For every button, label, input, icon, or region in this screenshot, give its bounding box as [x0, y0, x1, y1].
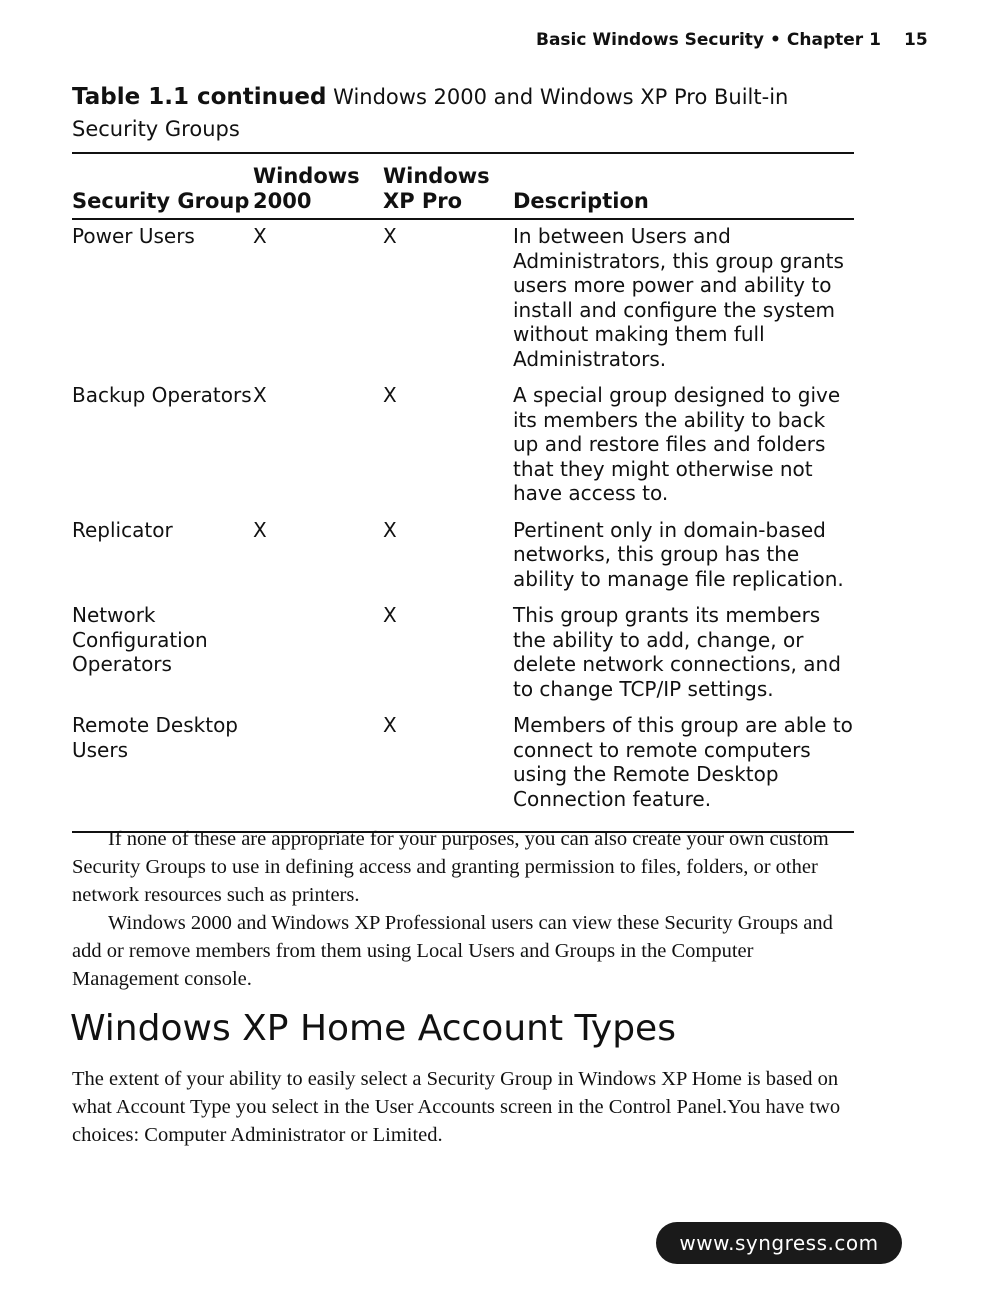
table-row — [72, 514, 854, 600]
cell-xppro: X — [383, 603, 397, 627]
table-row — [72, 219, 854, 379]
body-text-block — [72, 1065, 862, 1149]
cell-xppro: X — [383, 713, 397, 737]
cell-win2000 — [253, 599, 383, 709]
body-paragraph: The extent of your ability to easily select a Security Group in Windows XP Home is based on what Account Type you select in the User Accounts screen in the Control Panel.You have two choices: Computer Administrator or Limited. — [72, 1068, 841, 1146]
security-groups-table — [72, 152, 854, 833]
running-head-chapter: Chapter 1 — [786, 30, 881, 50]
publisher-url-badge: www.syngress.com — [656, 1222, 902, 1264]
cell-xppro: X — [383, 517, 397, 542]
running-head-bullet: • — [770, 30, 781, 50]
cell-group: Remote Desktop Users — [72, 713, 239, 762]
header-description: Description — [513, 189, 649, 213]
cell-group: Backup Operators — [72, 383, 252, 407]
table-caption-title: Windows 2000 and Windows XP Pro Built-in Security Groups — [72, 85, 789, 141]
cell-description: In between Users and Administrators, this group grants users more power and ability to install and configure the system without making them full Administrators. — [513, 224, 844, 371]
table-row — [72, 599, 854, 709]
cell-group: Network Configuration Operators — [72, 603, 208, 676]
running-head — [536, 30, 881, 50]
cell-description: Pertinent only in domain-based networks, this group has the ability to manage file replication. — [513, 517, 844, 591]
page-number: 15 — [904, 30, 928, 50]
cell-win2000: X — [253, 224, 267, 248]
cell-group: Replicator — [72, 517, 173, 542]
table-row — [72, 379, 854, 514]
cell-description: A special group designed to give its members the ability to back up and restore files and folders that they might otherwise not have access to. — [513, 383, 841, 505]
cell-win2000 — [253, 709, 383, 819]
cell-group: Power Users — [72, 224, 195, 248]
running-head-section: Basic Windows Security — [536, 30, 765, 50]
header-security-group: Security Group — [72, 189, 250, 213]
header-windows-xp-pro: Windows XP Pro — [383, 164, 490, 213]
table-row — [72, 709, 854, 819]
header-windows-2000: Windows 2000 — [253, 164, 360, 213]
table-header-row — [72, 154, 854, 219]
cell-win2000: X — [253, 517, 267, 542]
cell-xppro: X — [383, 383, 397, 407]
body-paragraph: If none of these are appropriate for your purposes, you can also create your own custom Security Groups to use in defining access and granting permission to files, folders, or other network resources such as printers. — [72, 828, 829, 906]
table-caption — [72, 81, 862, 145]
body-text-block — [72, 825, 862, 993]
cell-xppro: X — [383, 224, 397, 248]
section-heading: Windows XP Home Account Types — [70, 1008, 676, 1049]
body-paragraph: Windows 2000 and Windows XP Professional users can view these Security Groups and add or remove members from them using Local Users and Groups in the Computer Management console. — [72, 912, 833, 990]
cell-description: This group grants its members the ability to add, change, or delete network connections, and to change TCP/IP settings. — [513, 603, 841, 701]
cell-description: Members of this group are able to connect to remote computers using the Remote Desktop Connection feature. — [513, 713, 853, 811]
table-caption-label: Table 1.1 continued — [72, 84, 327, 110]
cell-win2000: X — [253, 383, 267, 407]
